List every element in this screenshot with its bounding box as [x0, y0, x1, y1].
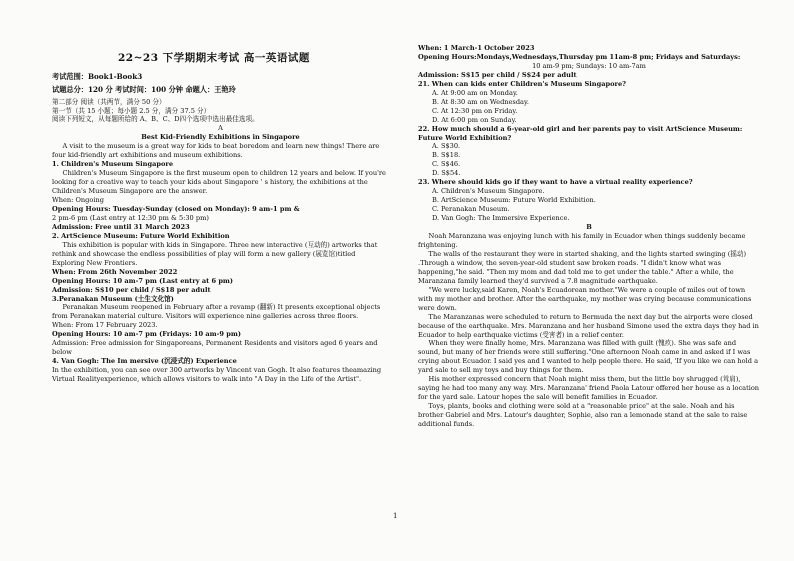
question-21-stem: 21. When can kids enter Children's Museum Singapore? — [418, 79, 627, 88]
question-23-option-c: C. Peranakan Museum. — [432, 205, 510, 214]
exhibit-4-admission: Admission: S$15 per child / S$24 per adult — [418, 70, 577, 79]
section-sub: 第一节（共 15 小题；每小题 2.5 分，满分 37.5 分） — [52, 106, 211, 115]
exhibit-3-title: 3.Peranakan Museum (土生文化馆) — [52, 294, 174, 303]
question-22-option-c: C. S$46. — [432, 160, 461, 169]
passage-b-paragraph: His mother expressed concern that Noah might miss them, but the little boy shrugged (耸肩), saying he had too many any way. Mrs. Maranzana' friend Paola Latour offered her house as a location for the yard sale. Latour hopes the sale will benefit families in Ecuador. — [418, 375, 760, 402]
exhibit-1-text: Children's Museum Singapore is the first museum open to children 12 years and below. If you're looking for a creative way to teach your kids about Singapore ' s history, the exhibitions at the Children's Museum Singapore are the answer. — [52, 169, 386, 196]
passage-b-paragraph: Toys, plants, books and clothing were sold at a "reasonable price" at the sale. Noah and his brother Gabriel and Mrs. Latour's daughter, Sophie, also ran a lemonade stand at the sale to raise additional funds. — [418, 402, 748, 429]
question-23-option-b: B. ArtScience Museum: Future World Exhibition. — [432, 196, 596, 205]
exhibit-2-hours: Opening Hours: 10 am-7 pm (Last entry at 6 pm) — [52, 276, 234, 285]
question-23-option-a: A. Children's Museum Singapore. — [432, 187, 545, 196]
exhibit-4-hours: Opening Hours:Mondays,Wednesdays,Thursday pm 11am-8 pm; Fridays and Saturdays: — [418, 52, 741, 61]
exam-scope: 考试范围：Book1-Book3 — [52, 72, 143, 81]
left-column — [52, 48, 389, 561]
passage-b-paragraph: The Maranzanas were scheduled to return to Bermuda the next day but the airports were closed because of the earthquake. Mrs. Maranzana and her husband Simone used the extra days they had in Ecuador to help earthquake victims (受害者) in a relief center. — [418, 312, 759, 339]
passage-a-intro: A visit to the museum is a great way for kids to beat boredom and learn new things! There are four kid-friendly art exhibitions and museum exhibitions. — [52, 142, 380, 160]
exhibit-2-when: When: From 26th November 2022 — [52, 267, 178, 276]
exhibit-1-title: 1. Children's Museum Singapore — [52, 160, 174, 169]
exhibit-1-hours: Opening Hours: Tuesday-Sunday (closed on Monday): 9 am-1 pm & — [52, 205, 300, 213]
exhibit-3-hours: Opening Hours: 10 am-7 pm (Fridays: 10 am-9 pm) — [52, 330, 241, 339]
exhibit-1-admission: Admission: Free until 31 March 2023 — [52, 222, 190, 231]
exhibit-4-text: In the exhibition, you can see over 300 artworks by Vincent van Gogh. It also features theamazing Virtual Realityexperience, which allows visitors to walk into "A Day in the Life of the Artist". — [52, 366, 382, 384]
exhibit-3-when: When: From 17 February 2023. — [52, 321, 158, 330]
passage-b-paragraph: "We were lucky,said Karen, Noah's Ecuadorean mother."We were a couple of miles out of town with my mother and brother. After the earthquake, my mother was crying because communications were down. — [418, 285, 752, 312]
section-instruction: 阅读下列短文，从每题所给的 A、B、C、D四个选项中选出最佳选项。 — [52, 115, 259, 124]
passage-letter-b: B — [586, 223, 592, 232]
exhibit-2-title: 2. ArtScience Museum: Future World Exhibition — [52, 231, 230, 240]
exhibit-3-text: Peranakan Museum reopened in February after a revamp (翻新) It presents exceptional objects from Peranakan material culture. Visitors will experience nine galleries across three floors. — [52, 303, 381, 321]
question-21-option-d: D. At 6:00 pm on Sunday. — [432, 115, 517, 124]
question-21-option-b: B. At 8:30 am on Wednesday. — [432, 97, 529, 106]
page-title: 22~23 下学期期末考试 高一英语试题 — [118, 52, 310, 64]
exhibit-2-admission: Admission: S$10 per child / S$18 per adult — [52, 285, 211, 294]
exhibit-1-when: When: Ongoing — [52, 196, 104, 205]
passage-a-title: Best Kid-Friendly Exhibitions in Singapore — [141, 133, 300, 142]
right-column — [418, 44, 760, 561]
exhibit-1-hours-2: 2 pm-6 pm (Last entry at 12:30 pm & 5:30 pm) — [52, 213, 209, 222]
exhibit-2-text: This exhibition is popular with kids in Singapore. Three new interactive (互动的) artworks that rethink and showcase the endless possibilities of play will form a new gallery (展览馆)titled Exploring New Frontiers. — [52, 240, 378, 267]
passage-b-paragraph: The walls of the restaurant they were in started shaking, and the lights started swinging (摇动) .Through a window, the seven-year-old student saw broken roads. "I didn't know what was happening,"he said. "Then my mom and dad told me to get under the table." After a while, the Maranzana family learned they'd survived a 7.8 magnitude earthquake. — [418, 249, 747, 285]
question-22-option-b: B. S$18. — [432, 151, 461, 160]
question-22-stem: 22. How much should a 6-year-old girl and her parents pay to visit ArtScience Museum: Future World Exhibition? — [418, 124, 743, 142]
question-22-option-d: D. S$54. — [432, 169, 461, 178]
page-number: 1 — [393, 512, 398, 520]
exam-score-line: 试题总分：120 分 考试时间：100 分钟 命题人：王艳玲 — [52, 84, 236, 94]
question-23-stem: 23. Where should kids go if they want to have a virtual reality experience? — [418, 178, 693, 187]
passage-b-paragraph: When they were finally home, Mrs. Maranzana was filled with guilt (愧疚). She was safe and sound, but many of her friends were still suffering."One afternoon Noah came in and asked if I was crying about Ecuador. I said yes and I wanted to help people there. He said, 'If you like we can hold a yard sale to sell my toys and buy things for them. — [418, 339, 759, 375]
exhibit-4-title: 4. Van Gogh: The Im mersive (沉浸式的) Experience — [52, 357, 237, 366]
question-21-option-a: A. At 9:00 am on Monday. — [432, 88, 518, 97]
question-22-option-a: A. S$30. — [432, 142, 461, 151]
question-23-option-d: D. Van Gogh: The Immersive Experience. — [432, 214, 570, 223]
passage-b-paragraph: Noah Maranzana was enjoying lunch with his family in Ecuador when things suddenly became frightening. — [418, 232, 746, 249]
exhibit-3-admission: Admission: Free admission for Singaporeans, Permanent Residents and visitors aged 6 years and below — [52, 339, 378, 357]
passage-letter-a: A — [218, 124, 223, 133]
exhibit-4-when: When: 1 March-1 October 2023 — [418, 44, 535, 52]
exhibit-4-hours-2: 10 am-9 pm; Sundays: 10 am-7am — [532, 61, 646, 70]
section-part: 第二部分 阅读（共两节，满分 50 分） — [52, 97, 166, 106]
question-21-option-c: C. At 12:30 pm on Friday. — [432, 106, 518, 115]
